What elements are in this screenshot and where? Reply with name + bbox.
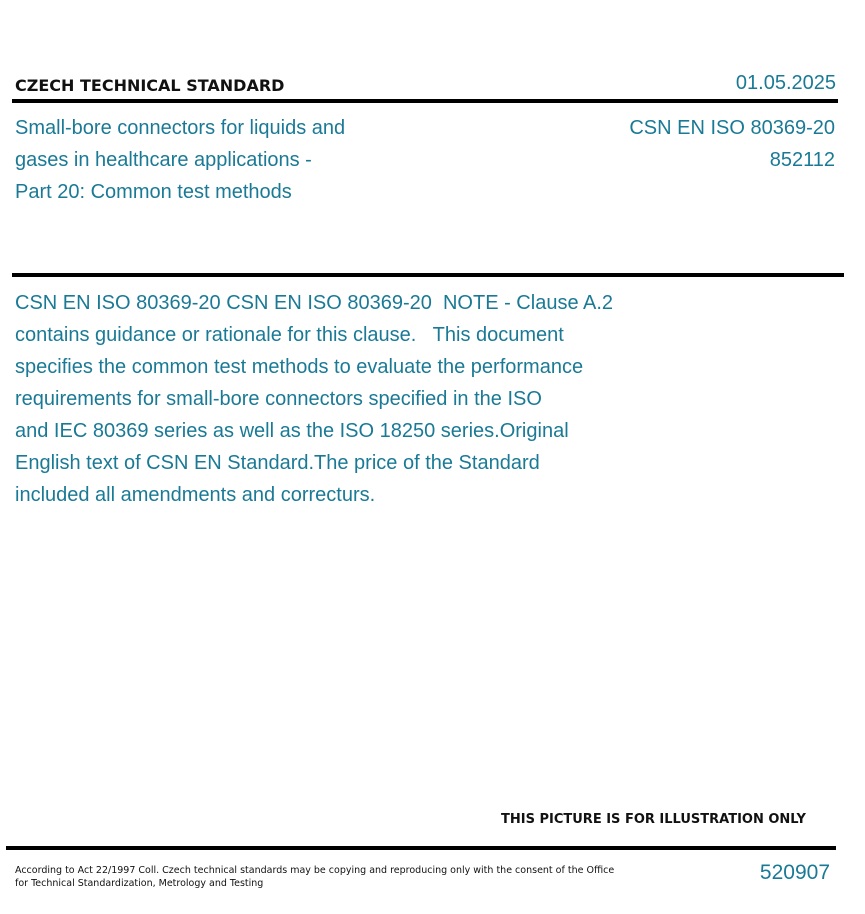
abstract-line: contains guidance or rationale for this clause. This document — [15, 324, 564, 346]
title-line: Part 20: Common test methods — [15, 181, 292, 203]
title-line: Small-bore connectors for liquids and — [15, 117, 346, 139]
title-line: gases in healthcare applications - — [15, 149, 312, 171]
abstract-line: included all amendments and correcturs. — [15, 484, 376, 506]
abstract-line: and IEC 80369 series as well as the ISO 18250 series.Original — [15, 420, 569, 442]
section-divider — [12, 273, 844, 277]
abstract-line: specifies the common test methods to evaluate the performance — [15, 356, 584, 378]
legal-line: According to Act 22/1997 Coll. Czech technical standards may be copying and reproducing only with the consent of the Office — [15, 865, 615, 876]
abstract-line: CSN EN ISO 80369-20 CSN EN ISO 80369-20 NOTE - Clause A.2 — [15, 292, 614, 314]
document-type-label: CZECH TECHNICAL STANDARD — [15, 76, 285, 95]
legal-line: for Technical Standardization, Metrology and Testing — [15, 878, 264, 889]
standard-designation: CSN EN ISO 80369-20 — [629, 117, 835, 139]
illustration-disclaimer: THIS PICTURE IS FOR ILLUSTRATION ONLY — [501, 812, 806, 827]
header-divider — [12, 99, 838, 103]
classification-code: 852112 — [769, 149, 835, 171]
abstract-line: requirements for small-bore connectors specified in the ISO — [15, 388, 542, 410]
publication-date: 01.05.2025 — [735, 72, 836, 94]
abstract-line: English text of CSN EN Standard.The price of the Standard — [15, 452, 540, 474]
catalog-number: 520907 — [759, 861, 830, 884]
footer-divider — [6, 846, 836, 850]
